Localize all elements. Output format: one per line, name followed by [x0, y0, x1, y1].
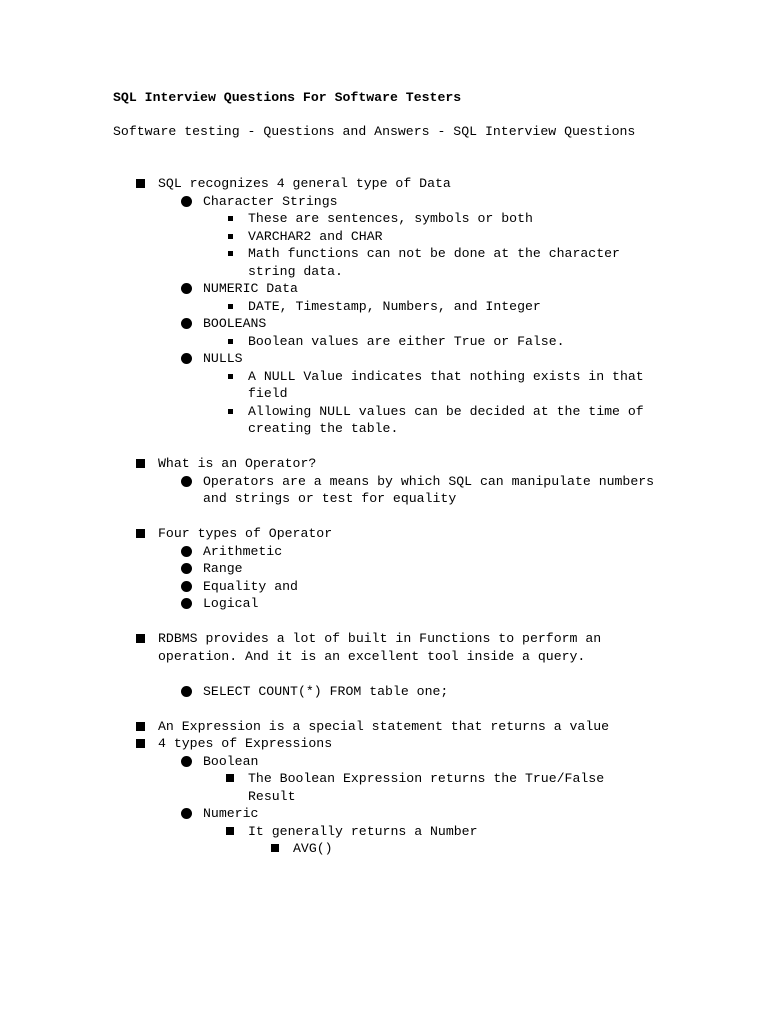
- document-subtitle: Software testing - Questions and Answers - SQL Interview Questions: [113, 124, 636, 139]
- list-item: 4 types of Expressions: [0, 735, 658, 753]
- list-item: The Boolean Expression returns the True/False Result: [0, 770, 658, 805]
- list-item: Range: [0, 560, 658, 578]
- small-square-bullet-icon: [228, 251, 233, 256]
- round-bullet-icon: [181, 808, 192, 819]
- small-square-bullet-icon: [228, 409, 233, 414]
- list-item: NUMERIC Data: [0, 280, 658, 298]
- round-bullet-icon: [181, 598, 192, 609]
- round-bullet-icon: [181, 196, 192, 207]
- list-item: Boolean: [0, 753, 658, 771]
- square-bullet-icon: [136, 722, 145, 731]
- section-operator: [0, 455, 768, 508]
- list-item: SELECT COUNT(*) FROM table one;: [0, 683, 658, 701]
- list-item: Arithmetic: [0, 543, 658, 561]
- square-bullet-icon: [271, 844, 279, 852]
- round-bullet-icon: [181, 476, 192, 487]
- round-bullet-icon: [181, 546, 192, 557]
- list-item: BOOLEANS: [0, 315, 658, 333]
- square-bullet-icon: [136, 179, 145, 188]
- small-square-bullet-icon: [228, 304, 233, 309]
- list-item: Numeric: [0, 805, 658, 823]
- round-bullet-icon: [181, 756, 192, 767]
- small-square-bullet-icon: [228, 234, 233, 239]
- list-item: Allowing NULL values can be decided at the time of creating the table.: [0, 403, 658, 438]
- square-bullet-icon: [136, 634, 145, 643]
- section-expression: [0, 718, 768, 736]
- list-item: What is an Operator?: [0, 455, 658, 473]
- list-item: An Expression is a special statement that returns a value: [0, 718, 658, 736]
- list-item: DATE, Timestamp, Numbers, and Integer: [0, 298, 658, 316]
- square-bullet-icon: [226, 774, 234, 782]
- round-bullet-icon: [181, 686, 192, 697]
- square-bullet-icon: [136, 739, 145, 748]
- list-item: NULLS: [0, 350, 658, 368]
- list-item: Operators are a means by which SQL can manipulate numbers and strings or test for equality: [0, 473, 658, 508]
- list-item: Boolean values are either True or False.: [0, 333, 658, 351]
- document-title: SQL Interview Questions For Software Testers: [113, 90, 462, 105]
- square-bullet-icon: [136, 529, 145, 538]
- section-expression-types: [0, 735, 768, 858]
- list-item: SQL recognizes 4 general type of Data: [0, 175, 658, 193]
- list-item: These are sentences, symbols or both: [0, 210, 658, 228]
- square-bullet-icon: [136, 459, 145, 468]
- list-item: Character Strings: [0, 193, 658, 211]
- section-data-types: [0, 175, 768, 438]
- round-bullet-icon: [181, 318, 192, 329]
- list-item: RDBMS provides a lot of built in Functions to perform an operation. And it is an excellent tool inside a query.: [0, 630, 658, 665]
- small-square-bullet-icon: [228, 339, 233, 344]
- list-item: Four types of Operator: [0, 525, 658, 543]
- list-item: VARCHAR2 and CHAR: [0, 228, 658, 246]
- section-operator-types: [0, 525, 768, 613]
- list-item: AVG(): [0, 840, 658, 858]
- small-square-bullet-icon: [228, 374, 233, 379]
- small-square-bullet-icon: [228, 216, 233, 221]
- round-bullet-icon: [181, 353, 192, 364]
- round-bullet-icon: [181, 581, 192, 592]
- spacer: [0, 665, 768, 683]
- round-bullet-icon: [181, 563, 192, 574]
- bullet-list: [0, 175, 768, 875]
- list-item: Math functions can not be done at the character string data.: [0, 245, 658, 280]
- list-item: It generally returns a Number: [0, 823, 658, 841]
- square-bullet-icon: [226, 827, 234, 835]
- list-item: Equality and: [0, 578, 658, 596]
- section-functions: [0, 630, 768, 700]
- round-bullet-icon: [181, 283, 192, 294]
- list-item: A NULL Value indicates that nothing exists in that field: [0, 368, 658, 403]
- list-item: Logical: [0, 595, 658, 613]
